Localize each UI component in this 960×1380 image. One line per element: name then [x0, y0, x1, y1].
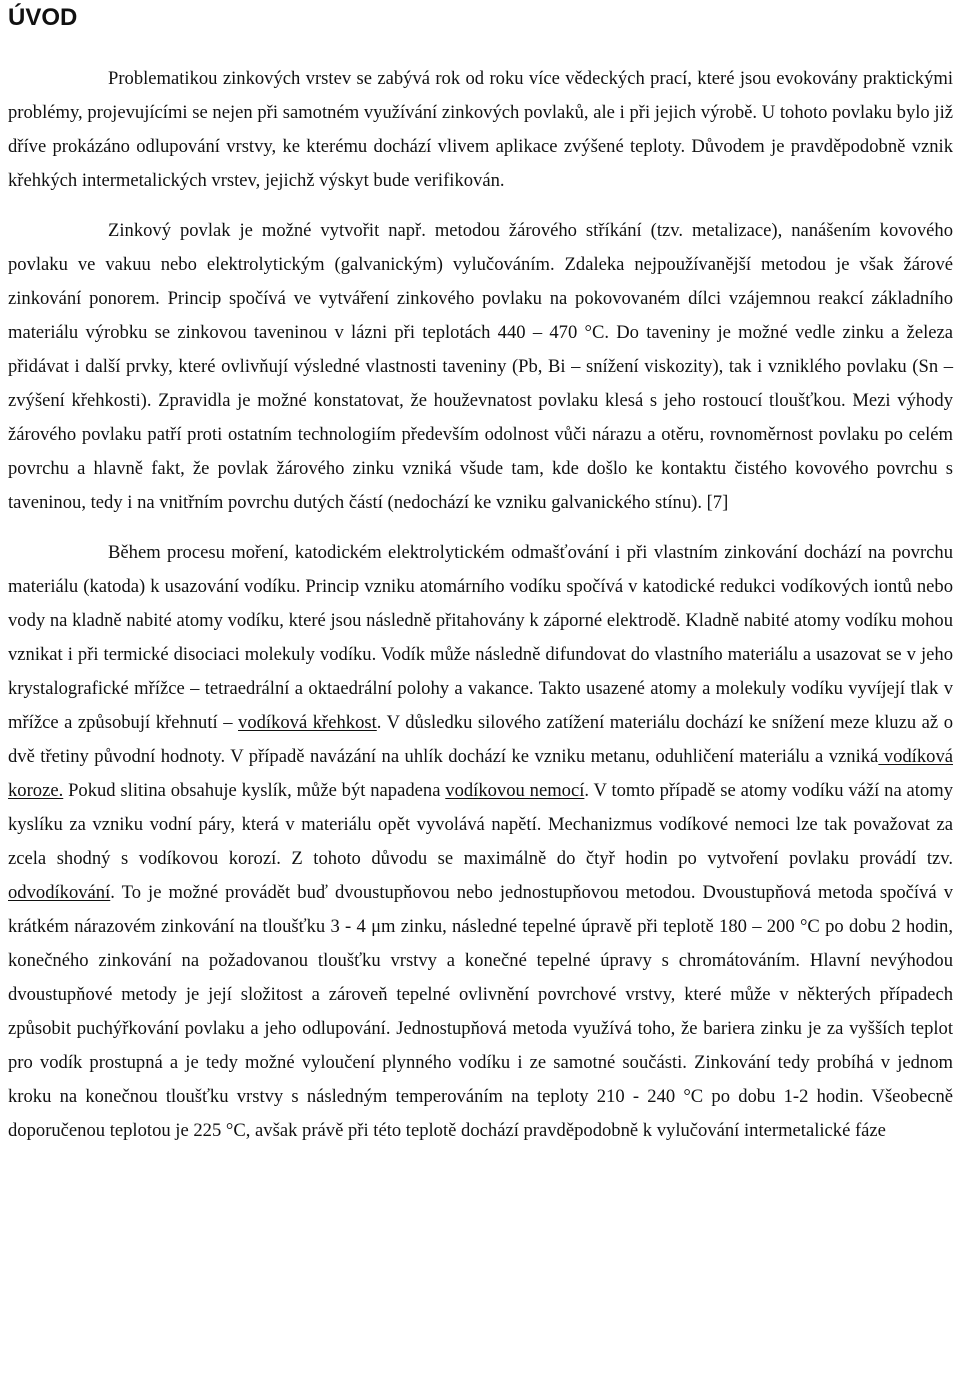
text-run: . V tomto případě se atomy vodíku váží na atomy kyslíku za vzniku vodní páry, která v materiálu opět vyvolává napětí. Mechanizmus vodíkové nemoci lze tak považovat za zcela shodný s vodíkovou korozí. Z tohoto důvodu se maximálně do čtyř hodin po vytvoření povlaku provádí tzv. — [8, 780, 953, 869]
text-run: . To je možné provádět buď dvoustupňovou nebo jednostupňovou metodou. Dvoustupňová metoda spočívá v krátkém nárazovém zinkování na tloušťku 3 - 4 μm zinku, následné tepelné úpravě při teplotě 180 – 200 °C po dobu 2 hodin, konečného zinkování na požadovanou tloušťku vrstvy a konečné tepelné úpravy s chromátováním. Hlavní nevýhodou dvoustupňové metody je její složitost a zároveň tepelné ovlivnění povrchové vrstvy, které může v některých případech způsobit puchýřkování povlaku a jeho odlupování. Jednostupňová metoda využívá toho, že bariera zinku je za vyšších teplot pro vodík prostupná a je tedy možné vyloučení plynného vodíku i ze samotné součásti. Zinkování tedy probíhá v jednom kroku na konečnou tloušťku vrstvy s následným temperováním na teploty 210 - 240 °C po dobu 1-2 hodin. Všeobecně doporučenou teplotou je 225 °C, avšak právě při této teplotě dochází pravděpodobně k vylučování intermetalické fáze — [8, 882, 953, 1141]
text-run: Během procesu moření, katodickém elektrolytickém odmašťování i při vlastním zinkování dochází na povrchu materiálu (katoda) k usazování vodíku. Princip vzniku atomárního vodíku spočívá v katodické redukci vodíkových iontů nebo vody na kladně nabité atomy vodíku, které jsou následně přitahovány k záporné elektrodě. Kladně nabité atomy vodíku mohou vznikat i při termické disociaci molekuly vodíku. Vodík může následně difundovat do vlastního materiálu a usazovat se v jeho krystalografické mřížce – tetraedrální a oktaedrální polohy a vakance. Takto usazené atomy a molekuly vodíku vyvíjejí tlak v mřížce a způsobují křehnutí – — [8, 542, 953, 733]
paragraph-intro: Problematikou zinkových vrstev se zabývá rok od roku více vědeckých prací, které jsou evokovány praktickými problémy, projevujícími se nejen při samotném využívání zinkových povlaků, ale i při jejich výrobě. U tohoto povlaku bylo již dříve prokázáno odlupování vrstvy, ke kterému dochází vlivem aplikace zvýšené teploty. Důvodem je pravděpodobně vznik křehkých intermetalických vrstev, jejichž výskyt bude verifikován. — [8, 68, 953, 191]
text-run: Pokud slitina obsahuje kyslík, může být napadena — [63, 780, 446, 801]
text-run: . V důsledku silového zatížení materiálu dochází ke snížení meze kluzu až o dvě třetiny původní hodnoty. V případě navázání na uhlík dochází ke vzniku metanu, oduhličení materiálu a vzniká — [8, 712, 953, 767]
paragraph-zinc-coating: Zinkový povlak je možné vytvořit např. metodou žárového stříkání (tzv. metalizace), nanášením kovového povlaku ve vakuu nebo elektrolytickým (galvanickým) vylučováním. Zdaleka nejpoužívanější metodou je však žárové zinkování ponorem. Princip spočívá ve vytváření zinkového povlaku na pokovovaném dílci vzájemnou reakcí základního materiálu výrobku se zinkovou taveninou v lázni při teplotách 440 – 470 °C. Do taveniny je možné vedle zinku a železa přidávat i další prvky, které ovlivňují výsledné vlastnosti taveniny (Pb, Bi – snížení viskozity), tak i vzniklého povlaku (Sn – zvýšení křehkosti). Zpravidla je možné konstatovat, že houževnatost povlaku klesá s jeho rostoucí tloušťkou. Mezi výhody žárového povlaku patří proti ostatním technologiím především odolnost vůči nárazu a otěru, rovnoměrnost povlaku po celém povrchu a hlavně fakt, že povlak žárového zinku vzniká všude tam, kde došlo ke kontaktu čistého kovového povrchu s taveninou, tedy i na vnitřním povrchu dutých částí (nedochází ke vzniku galvanického stínu). [7] — [8, 220, 953, 513]
paragraph-hydrogen — [8, 536, 953, 1148]
term-dehydrogenation: odvodíkování — [8, 882, 111, 903]
section-heading: ÚVOD — [8, 4, 78, 31]
term-hydrogen-disease: vodíkovou nemocí — [445, 780, 585, 801]
term-hydrogen-embrittlement: vodíková křehkost — [238, 712, 377, 733]
term-hydrogen-corrosion: vodíková koroze. — [8, 746, 953, 801]
